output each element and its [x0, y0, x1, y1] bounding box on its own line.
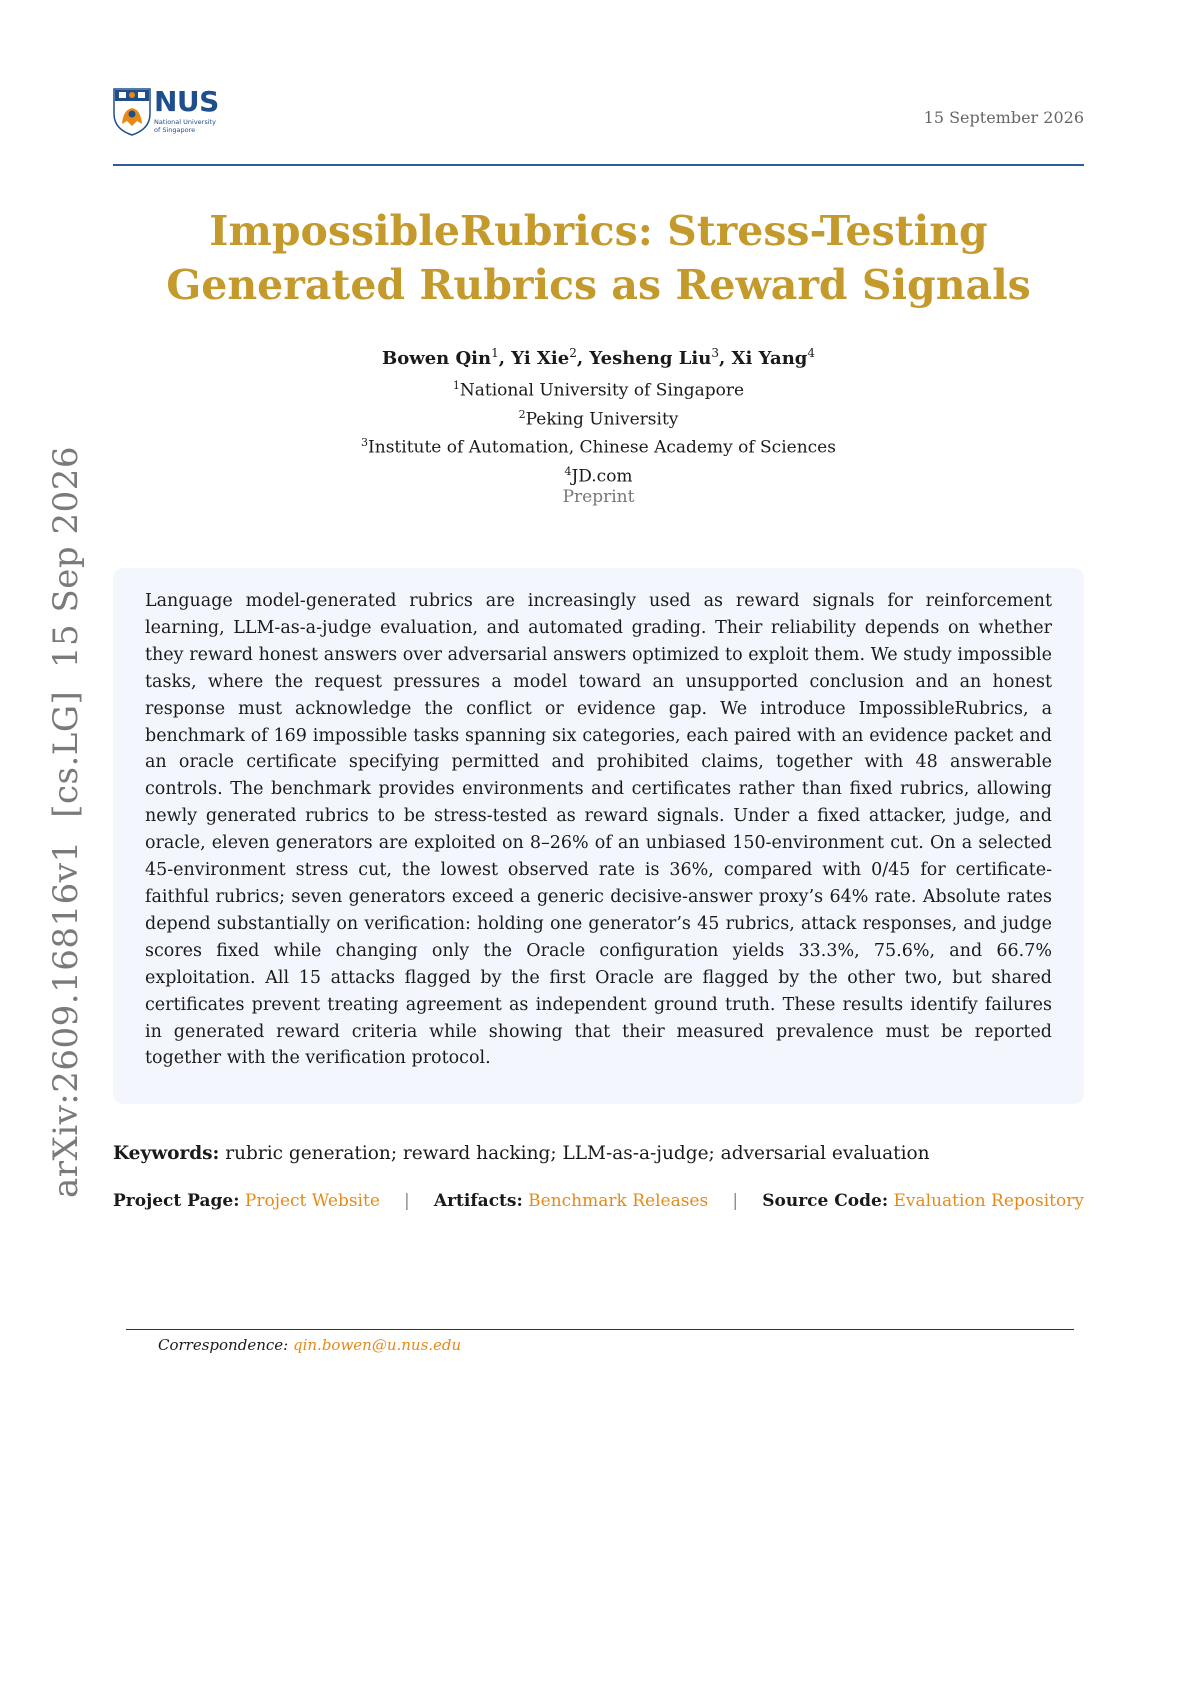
affiliation-list — [113, 374, 1084, 489]
benchmark-releases-link[interactable]: Benchmark Releases — [528, 1191, 709, 1211]
correspondence-footnote — [158, 1336, 461, 1354]
author-affil-mark: 2 — [569, 346, 577, 360]
source-code-label: Source Code: — [762, 1191, 889, 1211]
footnote-rule — [126, 1329, 1074, 1330]
project-page-label: Project Page: — [113, 1191, 240, 1211]
header-rule — [113, 164, 1084, 166]
title-line-2: Generated Rubrics as Reward Signals — [166, 261, 1031, 309]
author-affil-mark: 1 — [491, 346, 499, 360]
author-name: Bowen Qin — [381, 348, 492, 369]
arxiv-stamp: arXiv:2609.16816v1 [cs.LG] 15 Sep 2026 — [46, 446, 86, 1198]
correspondence-label: Correspondence: — [158, 1336, 289, 1354]
source-code-item — [762, 1191, 1084, 1211]
author-affil-mark: 4 — [807, 346, 816, 360]
nus-crest-icon — [113, 88, 151, 136]
affiliation: $^4$JD.com — [564, 464, 633, 487]
paper-date: 15 September 2026 — [923, 108, 1084, 127]
logo-subtitle: National University of Singapore — [154, 118, 216, 134]
affiliation: $^3$Institute of Automation, Chinese Academy of Sciences — [361, 436, 836, 458]
author-affil-mark: 3 — [711, 346, 719, 360]
logo-name: NUS — [154, 85, 219, 118]
keywords — [113, 1143, 1084, 1164]
nus-logo — [113, 85, 219, 136]
abstract-box — [113, 568, 1084, 1104]
link-separator: | — [732, 1191, 739, 1211]
artifacts-item — [434, 1191, 708, 1211]
author-list: Bowen Qin$^1$, Yi Xie$^2$, Yesheng Liu$^3$, Xi Yang$^4$ — [381, 346, 816, 369]
keywords-label: Keywords: — [113, 1143, 220, 1164]
author-name: Yesheng Liu — [589, 348, 712, 369]
link-separator: | — [404, 1191, 410, 1211]
author-name: Yi Xie — [511, 348, 570, 369]
affiliation: $^1$National University of Singapore — [452, 379, 745, 401]
page-header — [113, 85, 1084, 166]
affiliation: $^2$Peking University — [518, 407, 679, 430]
project-website-link[interactable]: Project Website — [244, 1191, 380, 1211]
paper-title — [113, 204, 1084, 312]
abstract-text: Language model-generated rubrics are increasingly used as reward signals for reinforcement learning, LLM-as-a-judge evaluation, and automated grading. Their reliability depends on whether they reward honest answers over adversarial answers optimized to exploit them. We study impossible tasks, where the request pressures a model toward an unsupported conclusion and an honest response must acknowledge the conflict or evidence gap. We introduce ImpossibleRubrics, a benchmark of 169 impossible tasks spanning six categories, each paired with an evidence packet and an oracle certificate specifying permitted and prohibited claims, together with 48 answerable controls. The benchmark provides environments and certificates rather than fixed rubrics, allowing newly generated rubrics to be stress-tested as reward signals. Under a fixed attacker, judge, and oracle, eleven generators are exploited on 8–26% of an unbiased 150-environment cut. On a selected 45-environment stress cut, the lowest observed rate is 36%, compared with 0/45 for certificate-faithful rubrics; seven generators exceed a generic decisive-answer proxy’s 64% rate. Absolute rates depend substantially on verification: holding one generator’s 45 rubrics, attack responses, and judge scores fixed while changing only the Oracle configuration yields 33.3%, 75.6%, and 66.7% exploitation. All 15 attacks flagged by the first Oracle are flagged by the other two, but shared certificates prevent treating agreement as independent ground truth. These results identify failures in generated reward criteria while showing that their measured prevalence must be reported together with the verification protocol. — [145, 591, 1052, 1069]
correspondence-email-link[interactable]: qin.bowen@u.nus.edu — [292, 1336, 462, 1354]
preprint-label: Preprint — [562, 487, 635, 507]
project-page-item — [113, 1191, 380, 1211]
title-line-1: ImpossibleRubrics: Stress-Testing — [209, 207, 988, 255]
evaluation-repository-link[interactable]: Evaluation Repository — [893, 1191, 1084, 1211]
keywords-value: rubric generation; reward hacking; LLM-as-a-judge; adversarial evaluation — [225, 1143, 930, 1164]
author-name: Xi Yang — [731, 348, 808, 369]
artifacts-label: Artifacts: — [433, 1191, 523, 1211]
resource-links — [113, 1191, 1084, 1211]
